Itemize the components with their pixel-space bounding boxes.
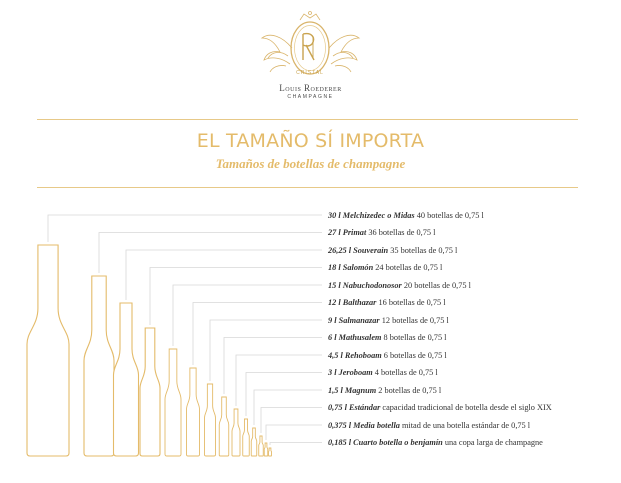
bottle-size-name: 0,75 l Estándar [328,403,381,412]
bottle-label [328,331,446,344]
bottle-label [328,366,438,379]
bottle-label [328,261,442,274]
page-title: EL TAMAÑO SÍ IMPORTA [196,130,425,152]
bottle-label [328,244,457,257]
bottle-description: 36 botellas de 0,75 l [366,228,436,237]
bottle-outline [187,368,200,456]
bottle-size-name: 6 l Mathusalem [328,333,382,342]
bottle-outline [232,409,240,456]
bottle-outline [251,428,257,456]
bottle-description: una copa larga de champagne [442,438,543,447]
bottle-outline [264,443,268,456]
bottle-label [328,349,447,362]
bottle-size-name: 3 l Jeroboam [328,368,373,377]
bottle-size-name: 4,5 l Rehoboam [328,350,382,360]
page-subtitle: Tamaños de botellas de champagne [215,156,406,171]
bottle-label [328,314,449,327]
bottle-description: 40 botellas de 0,75 l [414,210,484,220]
bottle-description: 16 botellas de 0,75 l [376,298,446,307]
connector-line [210,320,322,381]
connector-line [266,425,322,440]
bottle-description: 4 botellas de 0,75 l [372,368,438,377]
bottle-description: 8 botellas de 0,75 l [381,333,447,342]
bottle-outline [219,397,229,456]
bottle-description: 35 botellas de 0,75 l [388,245,458,255]
bottle-description: 20 botellas de 0,75 l [401,280,471,290]
bottle-description: mitad de una botella estándar de 0,75 l [399,420,531,430]
bottle-outline [259,436,264,456]
bottle-label [328,436,543,449]
bottle-size-name: 0,185 l Cuarto botella o benjamín [328,438,443,447]
bottle-description: 2 botellas de 0,75 l [376,385,442,395]
bottle-label [328,384,441,397]
bottle-size-name: 12 l Balthazar [328,298,377,307]
bottle-outline [84,276,114,456]
connector-line [236,355,322,406]
seal-text: CRISTAL [296,70,324,76]
connector-line [150,268,322,326]
connector-line [193,303,322,366]
bottle-label [328,296,446,309]
bottle-outline [140,328,160,456]
bottle-outline [27,245,69,456]
bottle-description: 6 botellas de 0,75 l [381,350,447,360]
connector-line [126,250,322,300]
connector-line [99,233,322,274]
bottle-outline [205,384,216,456]
bottle-size-name: 18 l Salomón [328,263,374,272]
connector-line [224,338,322,395]
bottle-size-name: 27 l Primat [328,228,367,237]
bottle-size-name: 26,25 l Souverain [328,245,389,255]
bottle-label [328,279,471,292]
bottle-label [328,226,435,239]
connector-line [173,285,322,346]
bottle-description: 12 botellas de 0,75 l [379,315,449,325]
connector-line [246,373,322,417]
connector-line [261,408,322,434]
bottle-outline [165,349,181,456]
connector-line [48,215,322,242]
bottle-label [328,209,484,222]
bottle-description: capacidad tradicional de botella desde el siglo XIX [380,403,552,412]
brand-name: Louis Roederer [279,83,342,93]
bottle-label [328,401,552,414]
bottle-outline [243,419,250,456]
bottle-size-name: 9 l Salmanazar [328,315,380,325]
connector-line [270,443,322,446]
bottle-label [328,419,530,432]
bottle-size-name: 0,375 l Media botella [328,420,400,430]
bottle-size-name: 30 l Melchizedec o Midas [328,210,415,220]
bottle-outline [114,303,139,456]
bottle-size-name: 1,5 l Magnum [328,385,377,395]
bottle-size-name: 15 l Nabuchodonosor [328,280,402,290]
bottle-description: 24 botellas de 0,75 l [373,263,443,272]
brand-subtitle: CHAMPAGNE [287,94,334,100]
bottle-outline [269,448,272,456]
